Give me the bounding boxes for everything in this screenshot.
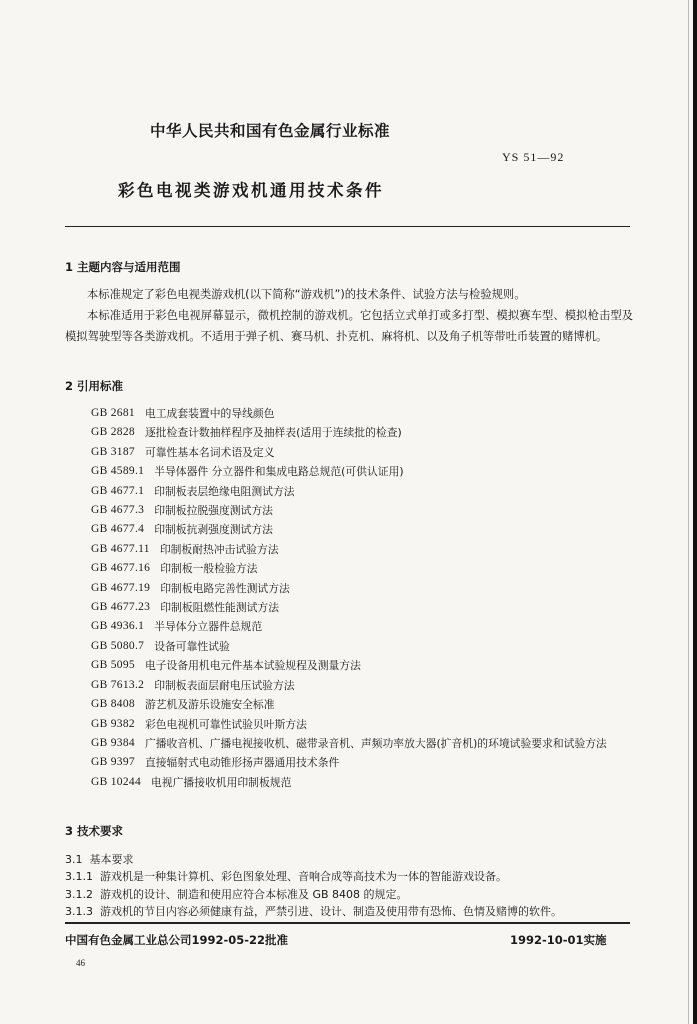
reference-item xyxy=(91,540,636,559)
reference-title: 印制板表面层耐电压试验方法 xyxy=(154,678,295,692)
reference-title: 广播收音机、广播电视接收机、磁带录音机、声频功率放大器(扩音机)的环境试验要求和试验方法 xyxy=(144,736,607,750)
scan-edge-line xyxy=(688,0,689,1024)
section-1-para-2: 本标准适用于彩色电视屏幕显示，微机控制的游戏机。它包括立式单打或多打型、模拟赛车型、模拟枪击型及模拟驾驶型等各类游戏机。不适用于弹子机、赛马机、扑克机、麻将机、以及角子机等带吐币装置的赌博机。 xyxy=(65,309,633,343)
reference-code: GB 5095 xyxy=(91,659,135,672)
section-3-heading: 3 技术要求 xyxy=(65,824,124,838)
reference-list xyxy=(91,404,636,792)
reference-item xyxy=(91,598,636,617)
clause-number: 3.1.3 xyxy=(65,905,93,918)
reference-code: GB 4936.1 xyxy=(91,620,145,633)
reference-title: 印制板阻燃性能测试方法 xyxy=(160,601,279,615)
approval-line: 中国有色金属工业总公司1992-05-22批准 xyxy=(65,933,289,947)
clause-3-1-1 xyxy=(65,868,507,884)
reference-title: 印制板拉脱强度测试方法 xyxy=(154,504,273,518)
reference-item xyxy=(91,423,636,442)
page-number: 46 xyxy=(76,958,85,968)
reference-code: GB 9397 xyxy=(91,756,135,769)
reference-title: 印制板电路完善性测试方法 xyxy=(160,581,290,595)
reference-item xyxy=(91,482,636,501)
section-2-heading: 2 引用标准 xyxy=(65,379,124,393)
reference-item xyxy=(91,579,636,598)
reference-code: GB 4677.1 xyxy=(91,484,145,497)
reference-item xyxy=(91,404,636,423)
reference-code: GB 4677.19 xyxy=(91,581,151,594)
reference-code: GB 7613.2 xyxy=(91,678,145,691)
document-title: 彩色电视类游戏机通用技术条件 xyxy=(118,181,384,200)
effective-date: 1992-10-01实施 xyxy=(510,933,607,947)
clause-3-1-2 xyxy=(65,886,408,902)
footer-rule xyxy=(65,922,630,924)
clause-3-1-3 xyxy=(65,903,562,919)
clause-text: 游戏机是一种集计算机、彩色图象处理、音响合成等高技术为一体的智能游戏设备。 xyxy=(100,870,507,883)
reference-code: GB 4589.1 xyxy=(91,465,145,478)
clause-text: 基本要求 xyxy=(89,853,134,866)
clause-number: 3.1 xyxy=(65,853,83,866)
reference-title: 设备可靠性试验 xyxy=(154,639,230,653)
reference-code: GB 10244 xyxy=(91,775,142,788)
reference-title: 半导体分立器件总规范 xyxy=(154,620,263,634)
reference-code: GB 5080.7 xyxy=(91,639,145,652)
clause-text: 游戏机的设计、制造和使用应符合本标准及 GB 8408 的规定。 xyxy=(100,888,408,901)
clause-3-1 xyxy=(65,851,134,867)
reference-item xyxy=(91,559,636,578)
reference-title: 电工成套装置中的导线颜色 xyxy=(144,407,275,420)
reference-title: 逐批检查计数抽样程序及抽样表(适用于连续批的检查) xyxy=(144,426,402,440)
reference-code: GB 4677.4 xyxy=(91,523,145,536)
reference-code: GB 9384 xyxy=(91,736,135,749)
reference-title: 印制板抗剥强度测试方法 xyxy=(154,523,273,537)
reference-item xyxy=(91,637,636,656)
reference-code: GB 8408 xyxy=(91,698,135,711)
reference-title: 可靠性基本名词术语及定义 xyxy=(144,445,275,459)
reference-code: GB 3187 xyxy=(91,445,135,458)
clause-number: 3.1.1 xyxy=(65,870,93,883)
section-1-para-1: 本标准规定了彩色电视类游戏机(以下简称“游戏机”)的技术条件、试验方法与检验规则。 xyxy=(87,288,526,301)
reference-code: GB 4677.23 xyxy=(91,601,151,614)
reference-code: GB 4677.3 xyxy=(91,504,145,517)
section-1-heading: 1 主题内容与适用范围 xyxy=(65,260,181,274)
reference-title: 印制板表层绝缘电阻测试方法 xyxy=(154,484,295,498)
title-rule xyxy=(65,226,630,227)
clause-text: 游戏机的节目内容必须健康有益，严禁引进、设计、制造及使用带有恐怖、色情及赌博的软件。 xyxy=(100,905,562,918)
reference-title: 彩色电视机可靠性试验贝叶斯方法 xyxy=(144,717,307,731)
ministry-heading: 中华人民共和国有色金属行业标准 xyxy=(150,122,391,140)
reference-item xyxy=(91,443,636,462)
reference-code: GB 4677.11 xyxy=(91,542,150,555)
reference-title: 印制板耐热冲击试验方法 xyxy=(159,542,279,556)
standard-code: YS 51—92 xyxy=(502,150,565,164)
reference-title: 半导体器件 分立器件和集成电路总规范(可供认证用) xyxy=(154,465,404,479)
reference-item xyxy=(91,462,636,481)
reference-item xyxy=(91,773,636,792)
reference-item xyxy=(91,520,636,539)
scan-edge xyxy=(693,0,697,1024)
reference-code: GB 2828 xyxy=(91,426,135,439)
reference-item xyxy=(91,501,636,520)
reference-item xyxy=(91,676,636,695)
reference-code: GB 2681 xyxy=(91,407,135,419)
reference-title: 印制板一般检验方法 xyxy=(160,562,258,576)
reference-title: 直接辐射式电动锥形扬声器通用技术条件 xyxy=(144,756,340,770)
reference-title: 游艺机及游乐设施安全标准 xyxy=(144,698,275,712)
clause-number: 3.1.2 xyxy=(65,888,93,901)
reference-code: GB 4677.16 xyxy=(91,562,151,575)
reference-title: 电视广播接收机用印制板规范 xyxy=(151,775,292,789)
reference-title: 电子设备用机电元件基本试验规程及测量方法 xyxy=(144,659,361,673)
reference-code: GB 9382 xyxy=(91,717,135,730)
reference-item xyxy=(91,715,636,734)
reference-item xyxy=(91,734,636,753)
reference-item xyxy=(91,617,636,636)
reference-item xyxy=(91,656,636,675)
reference-item xyxy=(91,753,636,772)
reference-item xyxy=(91,695,636,714)
